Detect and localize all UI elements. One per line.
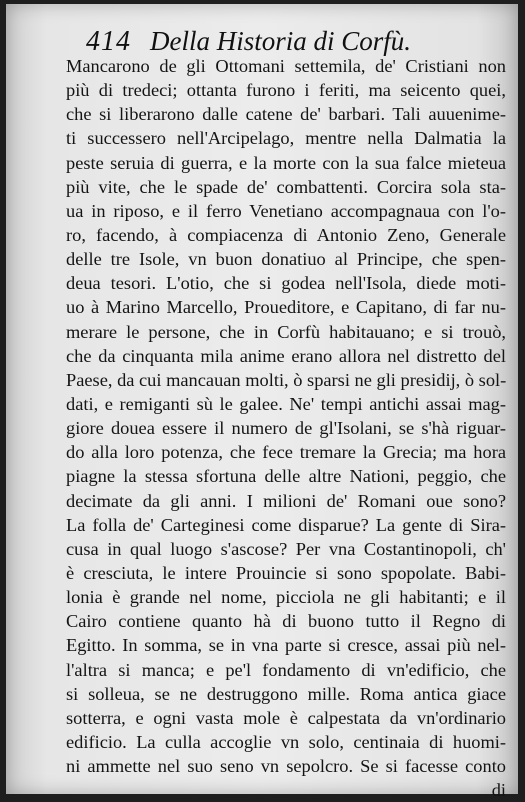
text-line: cusa in qual luogo s'ascose? Per vna Costantinopoli, ch' (66, 538, 506, 559)
page-number: 414 (86, 26, 131, 57)
text-line: è cresciuta, le intere Prouincie si sono spopolate. Babi- (66, 562, 506, 583)
text-line: si solleua, se ne destruggono mille. Roma antica giace (66, 683, 506, 704)
text-line: do alla loro potenza, che fece tremare la Grecia; ma hora (66, 442, 506, 463)
text-line: peste seruia di guerra, e la morte con la sua falce mieteua (66, 152, 506, 173)
text-line: sotterra, e ogni vasta mole è calpestata da vn'ordinario (66, 707, 506, 728)
text-line: ro, facendo, à compiacenza di Antonio Zeno, Generale (66, 224, 506, 245)
text-line: La folla de' Carteginesi come disparue? La gente di Sira- (66, 514, 506, 535)
text-line: l'altra si manca; e pe'l fondamento di vn'edificio, che (66, 659, 506, 680)
text-line: decimate da gli anni. I milioni de' Romani oue sono? (66, 490, 506, 511)
text-line: Mancarono de gli Ottomani settemila, de' Cristiani non (66, 56, 506, 76)
text-line: piagne la stessa sfortuna delle altre Nationi, peggio, che (66, 466, 506, 487)
text-line: più vite, che le spade de' combattenti. Corcira sola sta- (66, 176, 506, 197)
text-line: edificio. La culla accoglie vn solo, centinaia di huomi- (66, 731, 506, 752)
running-title: Della Historia di Corfù. (150, 26, 412, 56)
text-line: merare le persone, che in Corfù habitauano; e si trouò, (66, 321, 506, 342)
body-text (66, 54, 506, 802)
page-header (86, 24, 506, 58)
text-line: ti successero nell'Arcipelago, mentre nella Dalmatia la (66, 128, 506, 149)
book-page (6, 4, 518, 801)
text-line: che si liberarono dalle catene de' barbari. Tali auuenime- (66, 104, 506, 125)
text-line: Cairo contiene quanto hà di buono tutto il Regno di (66, 611, 506, 632)
text-line: dati, e remiganti sù le galee. Ne' tempi antichi assai mag- (66, 393, 506, 414)
text-line: più di tredeci; ottanta furono i feriti, ma seicento quei, (66, 80, 506, 101)
text-line: deua tesori. L'otio, che si godea nell'Isola, diede moti- (66, 273, 506, 294)
text-line: uo à Marino Marcello, Proueditore, e Capitano, di far nu- (66, 297, 506, 318)
text-line: ua in riposo, e il ferro Venetiano accompagnaua con l'o- (66, 200, 506, 221)
text-line: Egitto. In somma, se in vna parte si cresce, assai più nel- (66, 635, 506, 656)
text-line: delle tre Isole, vn buon donatiuo al Principe, che spen- (66, 249, 506, 270)
catchword: di (491, 780, 506, 801)
text-line: ni ammette nel suo seno vn sepolcro. Se si facesse conto (66, 756, 506, 777)
text-line: che da cinquanta mila anime erano allora nel distretto del (66, 345, 506, 366)
text-line: Paese, da cui mancauan molti, ò sparsi ne gli presidij, ò sol- (66, 369, 507, 390)
text-line: lonia è grande nel nome, picciola ne gli habitanti; e il (66, 587, 506, 608)
text-line: giore douea essere il numero de gl'Isolani, se s'hà riguar- (66, 418, 506, 439)
